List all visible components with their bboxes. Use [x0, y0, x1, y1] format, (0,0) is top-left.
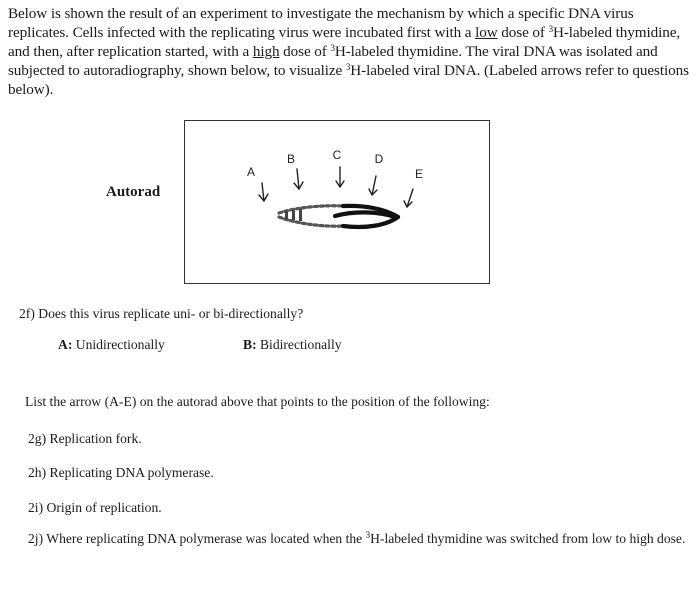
- arrow-e-icon: [404, 189, 413, 207]
- arrow-label-d: D: [374, 152, 384, 166]
- arrow-d-icon: [369, 176, 377, 195]
- autorad-label: Autorad: [106, 184, 161, 200]
- autorad-figure: [184, 120, 490, 284]
- arrow-label-e: E: [414, 167, 424, 181]
- arrow-a-icon: [259, 183, 268, 201]
- low-word: low: [475, 24, 498, 41]
- question-2i: 2i) Origin of replication.: [28, 500, 162, 515]
- arrow-c-icon: [336, 167, 344, 187]
- arrow-label-b: B: [286, 152, 296, 166]
- instructions: List the arrow (A-E) on the autorad above that points to the position of the following:: [25, 394, 490, 409]
- question-2g: 2g) Replication fork.: [28, 431, 142, 446]
- arrow-label-c: C: [332, 148, 342, 162]
- option-a[interactable]: A: Unidirectionally: [58, 337, 165, 352]
- high-word: high: [252, 43, 280, 60]
- intro-paragraph: Below is shown the result of an experiment to investigate the mechanism by which a specific DNA virus replicates. Cells infected with the replicating virus were incubated first with a low dose of $^3$H-labeled thymidine, and then, after replication started, with a high dose of $^3$H-labeled thymidine. The viral DNA was isolated and subjected to autoradiography, shown below, to visualize $^3$H-labeled viral DNA. (Labeled arrows refer to questions below).: [8, 5, 689, 98]
- option-b[interactable]: B: Bidirectionally: [243, 337, 342, 352]
- arrow-b-icon: [294, 169, 303, 189]
- autorad-drawing: [185, 121, 491, 285]
- dna-autorad-bands: [279, 206, 398, 227]
- question-2f: 2f) Does this virus replicate uni- or bi-directionally?: [19, 306, 304, 321]
- question-2j: 2j) Where replicating DNA polymerase was located when the $^3$H-labeled thymidine was switched from low to high dose.: [28, 530, 686, 546]
- question-2h: 2h) Replicating DNA polymerase.: [28, 465, 214, 480]
- arrow-label-a: A: [246, 165, 256, 179]
